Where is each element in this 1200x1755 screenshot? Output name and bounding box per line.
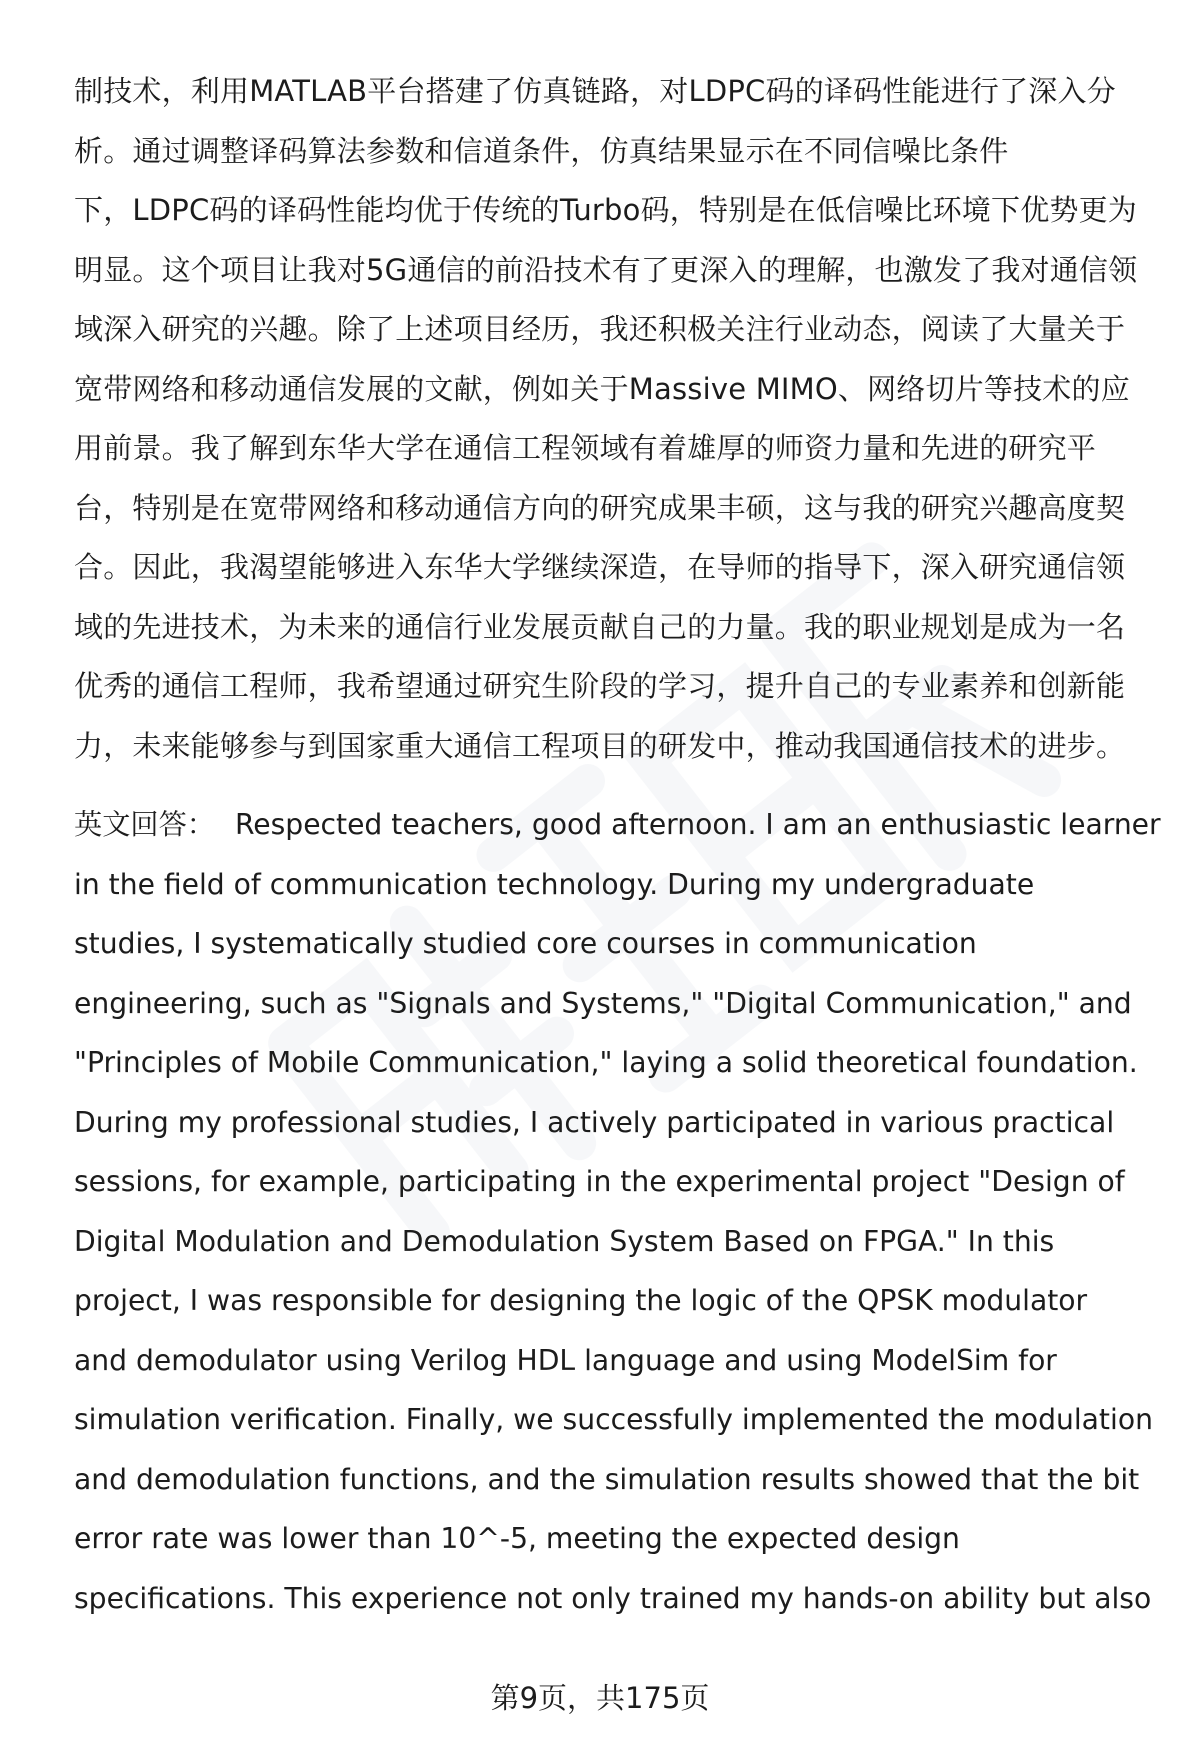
text-line: project, I was responsible for designing the logic of the QPSK modulator bbox=[74, 1284, 1088, 1317]
text-line: engineering, such as "Signals and Systems," "Digital Communication," and bbox=[74, 986, 1132, 1020]
text-line: During my professional studies, I actively participated in various practical bbox=[74, 1105, 1115, 1139]
english-answer-paragraph bbox=[74, 795, 1160, 1628]
text-line: "Principles of Mobile Communication," laying a solid theoretical foundation. bbox=[74, 1046, 1138, 1079]
text-line: 合。因此，我渴望能够进入东华大学继续深造，在导师的指导下，深入研究通信领 bbox=[74, 550, 1126, 584]
text-line: in the field of communication technology. During my undergraduate bbox=[74, 867, 1035, 901]
text-line: 下，LDPC码的译码性能均优于传统的Turbo码，特别是在低信噪比环境下优势更为 bbox=[74, 193, 1137, 227]
text-line: error rate was lower than 10^-5, meeting the expected design bbox=[74, 1522, 960, 1555]
text-line: 台，特别是在宽带网络和移动通信方向的研究成果丰硕，这与我的研究兴趣高度契 bbox=[74, 490, 1126, 525]
english-answer-label: 英文回答： bbox=[74, 808, 215, 841]
text-line: 制技术，利用MATLAB平台搭建了仿真链路，对LDPC码的译码性能进行了深入分 bbox=[74, 74, 1116, 108]
text-line: 域深入研究的兴趣。除了上述项目经历，我还积极关注行业动态，阅读了大量关于 bbox=[74, 312, 1126, 346]
text-line: 域的先进技术，为未来的通信行业发展贡献自己的力量。我的职业规划是成为一名 bbox=[74, 609, 1126, 644]
text-line: sessions, for example, participating in the experimental project "Design of bbox=[74, 1165, 1125, 1198]
text-line: studies, I systematically studied core courses in communication bbox=[74, 927, 977, 960]
chinese-paragraph bbox=[74, 62, 1160, 776]
text-line: and demodulator using Verilog HDL language and using ModelSim for bbox=[74, 1343, 1057, 1377]
text-line: 用前景。我了解到东华大学在通信工程领域有着雄厚的师资力量和先进的研究平 bbox=[74, 431, 1097, 465]
text-line: specifications. This experience not only trained my hands-on ability but also bbox=[74, 1581, 1152, 1615]
page-number-footer: 第9页，共175页 bbox=[490, 1681, 710, 1715]
text-line: 力，未来能够参与到国家重大通信工程项目的研发中，推动我国通信技术的进步。 bbox=[74, 728, 1126, 763]
text-line: 析。通过调整译码算法参数和信道条件，仿真结果显示在不同信噪比条件 bbox=[74, 133, 1009, 168]
page-content bbox=[74, 62, 1160, 1628]
text-line: 明显。这个项目让我对5G通信的前沿技术有了更深入的理解，也激发了我对通信领 bbox=[74, 252, 1138, 287]
text-line: and demodulation functions, and the simulation results showed that the bit bbox=[74, 1462, 1140, 1496]
text-line-content: Respected teachers, good afternoon. I am an enthusiastic learner bbox=[234, 808, 1161, 841]
text-line: 优秀的通信工程师，我希望通过研究生阶段的学习，提升自己的专业素养和创新能 bbox=[74, 669, 1126, 703]
text-line: 宽带网络和移动通信发展的文献，例如关于Massive MIMO、网络切片等技术的应 bbox=[74, 371, 1130, 406]
text-line: simulation verification. Finally, we successfully implemented the modulation bbox=[74, 1403, 1153, 1436]
text-line bbox=[74, 795, 1160, 855]
text-line: Digital Modulation and Demodulation System Based on FPGA." In this bbox=[74, 1224, 1055, 1258]
